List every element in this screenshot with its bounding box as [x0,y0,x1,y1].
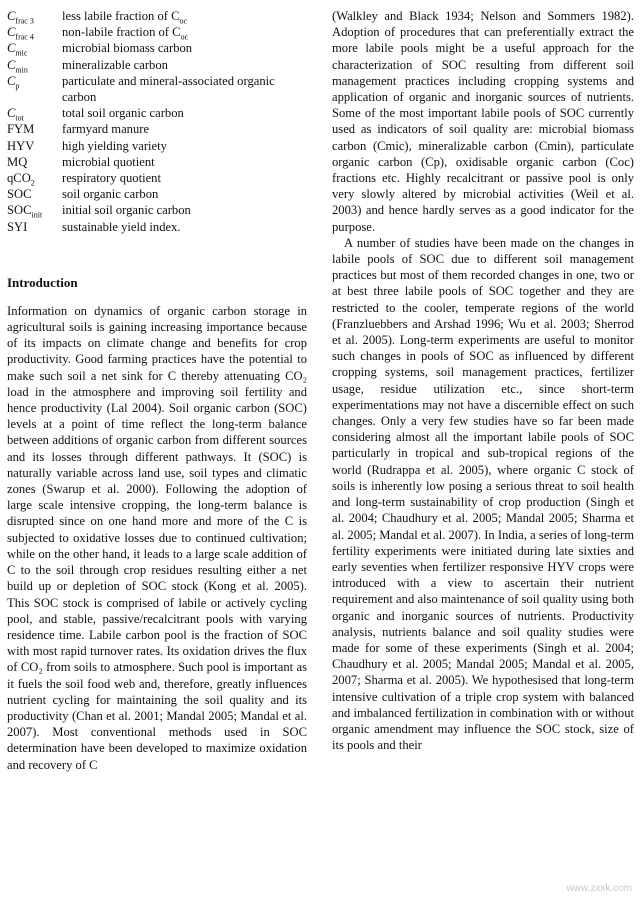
abbreviation-term: $C_{frac 4}$ [7,25,34,42]
abbreviation-definition: less labile fraction of $C_{oc}$ [62,9,188,26]
introduction-paragraph-continued: (Walkley and Black 1934; Nelson and Sommers 1982). Adoption of procedures that can preferentially extract the more labile pools might be a useful approach for the characterization of SOC resulting from different soil management practices including cropping systems and application of organic and inorganic sources of nutrients. Some of the most important labile pools of SOC currently used as indicators of soil quality are: microbial biomass carbon (Cmic), mineralizable carbon (Cmin), particulate organic carbon (Cp), oxidisable organic carbon (Coc) fractions etc. Highly recalcitrant or passive pool is only very slowly altered by microbial activities (Weil et al. 2003) and hence hardly serves as a good indicator for the purpose. [332,9,634,234]
abbreviation-row [7,73,307,105]
watermark: www.zxxk.com [566,883,632,894]
abbreviations-list [7,8,307,235]
abbreviation-definition: non-labile fraction of $C_{oc}$ [62,25,189,42]
abbreviation-row [7,170,307,186]
abbreviation-term: $C_{tot}$ [7,106,24,123]
abbreviation-term: $C_{mic}$ [7,41,28,58]
abbreviation-row [7,138,307,154]
abbreviation-definition: microbial quotient [62,154,155,169]
abbreviation-definition: sustainable yield index. [62,219,181,234]
abbreviation-definition: microbial biomass carbon [62,41,193,56]
abbreviation-row [7,202,307,218]
abbreviation-row [7,219,307,235]
abbreviation-term: FYM [7,122,35,137]
abbreviation-term: $SOC_{init}$ [7,203,43,220]
abbreviation-row [7,8,307,24]
abbreviation-term: $C_p$ [7,73,20,91]
abbreviation-row [7,24,307,40]
introduction-paragraph-1: Information on dynamics of organic carbon storage in agricultural soils is gaining increasing importance because of its impacts on climate change and benefits for crop productivity. Good farming practices have the potential to make such soil a net sink for C thereby attenuating CO₂ load in the atmosphere and improving soil fertility and hence productivity (Lal 2004). Soil organic carbon (SOC) levels at a point of time reflect the long-term balance between additions of organic carbon from different sources and its losses through different pathways. It (SOC) is naturally variable across land use, soil types and climatic zones (Swarup et al. 2000). Following the adoption of large scale intensive cropping, the long-term balance is disrupted since on one hand more and more of the C is subjected to oxidative losses due to continued cultivation; while on the other hand, it leads to a large scale addition of C to the soil through crop residues resulting either a net build up or depletion of SOC stock (Kong et al. 2005). This SOC stock is comprised of labile or actively cycling pool, and stable, passive/recalcitrant pools with varying residence time. Labile carbon pool is the fraction of SOC with most rapid turnover rates. Its oxidation drives the flux of CO₂ from soils to atmosphere. Such pool is important as it fuels the soil food web and, therefore, greatly influences nutrient cycling for maintaining the soil quality and its productivity (Chan et al. 2001; Mandal 2005; Mandal et al. 2007). Most conventional methods used in SOC determination have been developed to maximize oxidation and recovery of C [7,303,307,772]
abbreviation-definition: mineralizable carbon [62,57,168,72]
abbreviation-row [7,121,307,137]
left-column [7,8,307,773]
abbreviation-definition: total soil organic carbon [62,106,184,121]
abbreviation-row [7,40,307,56]
abbreviation-row [7,57,307,73]
abbreviation-term: SYI [7,219,28,234]
abbreviation-definition: particulate and mineral-associated organic carbon [62,73,275,105]
abbreviation-row [7,154,307,170]
abbreviation-term: $C_{frac 3}$ [7,9,34,26]
abbreviation-term: $C_{min}$ [7,57,28,75]
abbreviation-row [7,186,307,202]
abbreviation-definition: high yielding variety [62,138,167,153]
section-heading-introduction: Introduction [7,274,78,290]
abbreviation-term: qCO$_2$ [7,171,35,188]
abbreviation-term: HYV [7,138,35,153]
abbreviation-definition: soil organic carbon [62,187,159,202]
abbreviation-term: SOC [7,187,32,202]
abbreviation-term: MQ [7,154,28,169]
right-column [332,8,634,753]
abbreviation-definition: farmyard manure [62,122,150,137]
introduction-paragraph-2: A number of studies have been made on the changes in labile pools of SOC due to different soil management practices but most of them recorded changes in one, two or at best three labile pools of SOC together and they are restricted to the cooler, temperate regions of the world (Franzluebbers and Arshad 1996; Wu et al. 2003; Sherrod et al. 2005). Long-term experiments are useful to monitor such changes in pools of SOC as influenced by different cropping systems, soil management practices, fertilizer usage, residue utilization etc., since short-term experimentations may not have a discernible effect on such changes. Only a very few studies have so far been made considering almost all the important labile pools of SOC particularly in tropical and sub-tropical regions of the world (Rudrappa et al. 2005), where organic C stock of soils is inherently low posing a serious threat to soil health and long-term sustainability of crop production (Singh et al. 2004; Chaudhury et al. 2005; Mandal 2005; Sharma et al. 2005; Mandal et al. 2007). In India, a series of long-term fertility experiments were initiated during late sixties and early seventies when fertilizer responsive HYV crops were introduced with a view to ascertain their nutrient requirement and also maintenance of soil quality using both organic and inorganic sources of nutrients. Productivity analysis, nutrients balance and soil quality studies were made for some of these experiments (Singh et al. 2004; Chaudhury et al. 2005; Mandal 2005; Mandal et al. 2005, 2007; Sharma et al. 2005). We hypothesised that long-term intensive cultivation of a triple crop system with balanced and imbalanced fertilization in combination with or without organic amendment may influence the SOC stock, size of its pools and their [332,235,634,753]
abbreviation-definition: initial soil organic carbon [62,203,191,218]
abbreviation-row [7,105,307,121]
abbreviation-definition: respiratory quotient [62,171,161,186]
